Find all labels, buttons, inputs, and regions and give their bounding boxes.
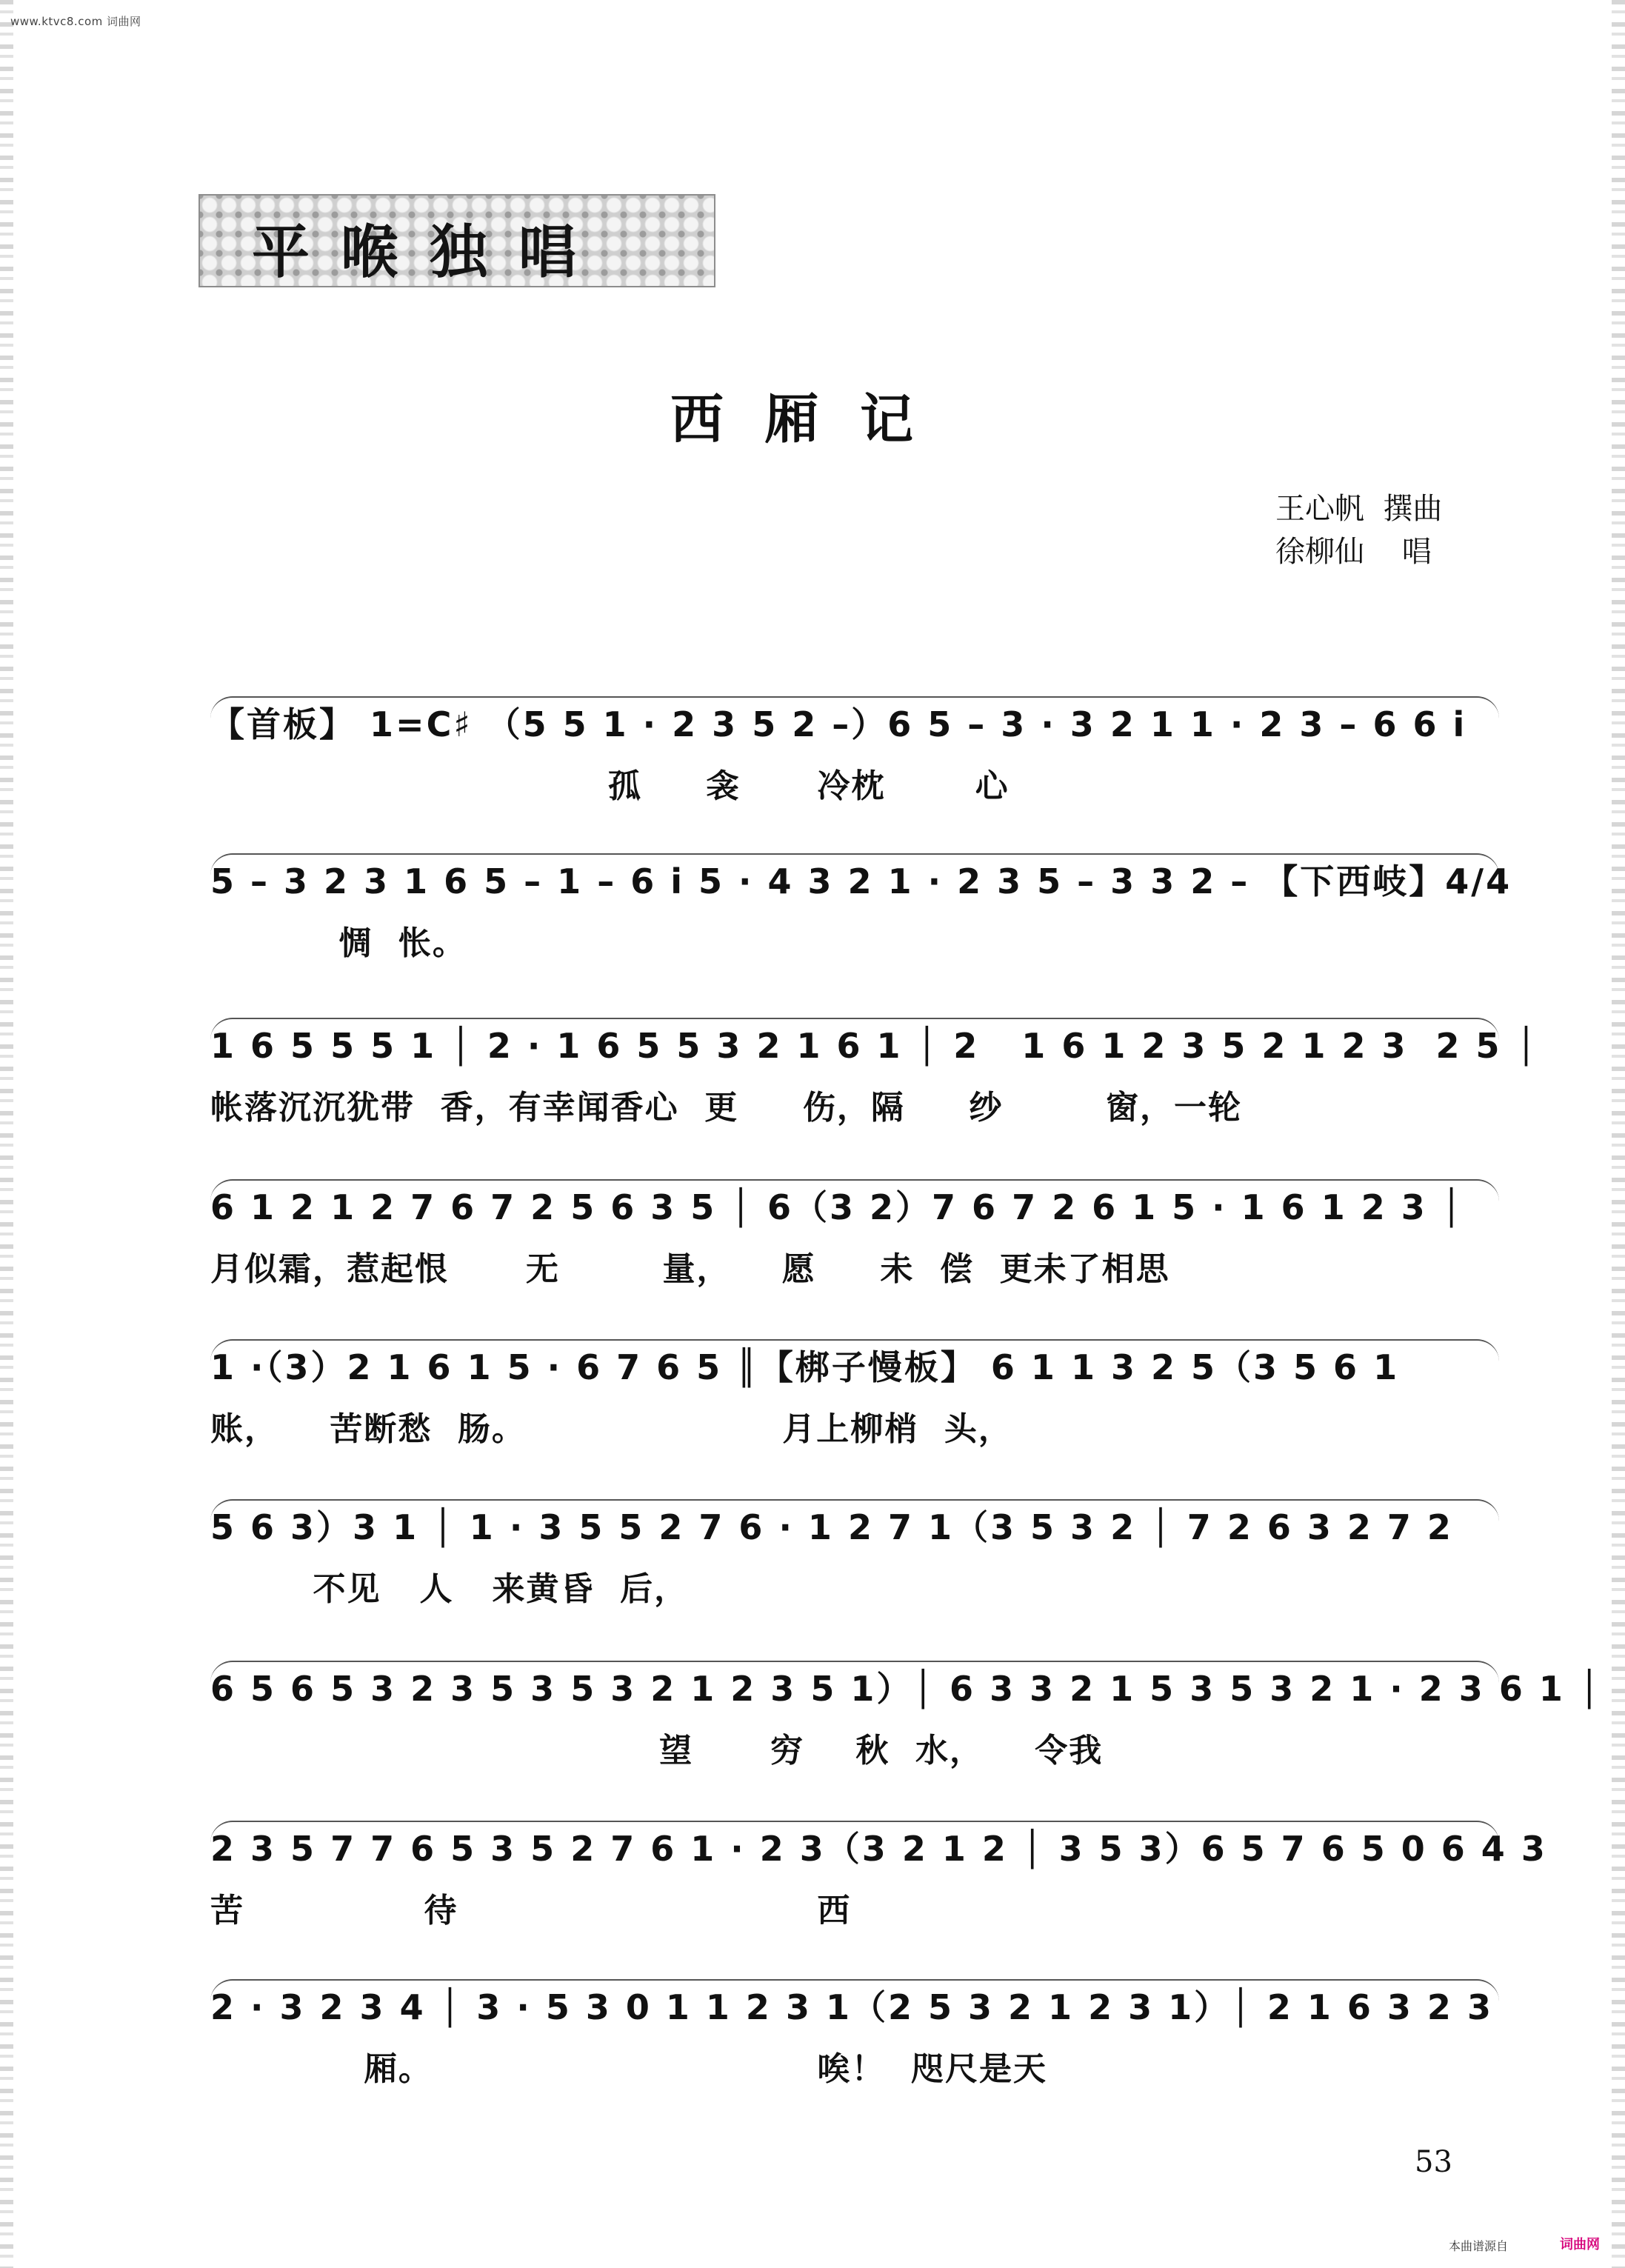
footer-logo: 词曲网 [1560,2237,1600,2252]
score-system-9 [210,1979,1499,2092]
page-number: 53 [1415,2145,1452,2179]
credits-block [1275,487,1442,573]
score-system-5 [210,1339,1499,1452]
lyrics-line: 帐落沉沉犹带 香，有幸闻香心 更 伤，隔 纱 窗，一轮 [210,1089,1243,1127]
notation-line: 6 1 2 1 2 7 6 7 2 5 6 3 5 │ 6（3 2）7 6 7 2 6 1 5 · 1 6 1 2 3 │ [210,1179,1499,1230]
series-title: 平喉独唱 [252,219,608,286]
notation-line: 【首板】 1=C♯ （5 5 1 · 2 3 5 2 –）6 5 – 3 · 3 2 1 1 · 2 3 – 6 6 i [210,696,1499,747]
lyrics-line: 惆 怅。 [210,924,467,962]
site-watermark: www.ktvc8.com 词曲网 [10,15,141,28]
lyrics-line: 不见 人 来黄昏 后， [210,1570,689,1608]
series-banner [198,194,715,287]
score-system-4 [210,1179,1499,1292]
score-system-6 [210,1499,1499,1612]
left-margin-strip [0,0,13,2268]
lyrics-line: 望 穷 秋 水， 令我 [210,1732,1104,1770]
notation-line: 5 – 3 2 3 1 6 5 – 1 – 6 i 5 · 4 3 2 1 · 2 3 5 – 3 3 2 – 【下西岐】4/4 [210,853,1499,904]
song-title: 西厢记 [670,387,955,450]
notation-line: 6 5 6 5 3 2 3 5 3 5 3 2 1 2 3 5 1）│ 6 3 3 2 1 5 3 5 3 2 1 · 2 3 6 1 │ [210,1661,1499,1711]
composer-credit: 王心帆 撰曲 [1275,492,1443,526]
lyrics-line: 月似霜，惹起恨 无 量， 愿 未 偿 更未了相思 [210,1250,1170,1288]
score-system-3 [210,1018,1539,1130]
lyrics-line: 厢。 唉！ 咫尺是天 [210,2050,1048,2088]
notation-line: 1 6 5 5 5 1 │ 2 · 1 6 5 5 3 2 1 6 1 │ 2 1 6 1 2 3 5 2 1 2 3 2 5 │ [210,1018,1499,1068]
notation-line: 1 ·（3）2 1 6 1 5 · 6 7 6 5 ║【梆子慢板】 6 1 1 3 2 5（3 5 6 1 [210,1339,1499,1390]
footer-credit: 本曲谱源自 [1449,2239,1509,2253]
lyrics-line: 账， 苦断愁 肠。 月上柳梢 头， [210,1410,1012,1448]
score-system-2 [210,853,1512,966]
notation-line: 5 6 3）3 1 │ 1 · 3 5 5 2 7 6 · 1 2 7 1（3 5 3 2 │ 7 2 6 3 2 7 2 [210,1499,1499,1550]
lyrics-line: 苦 待 西 [210,1892,852,1930]
right-margin-strip [1612,0,1625,2268]
score-system-7 [210,1661,1602,1773]
notation-line: 2 · 3 2 3 4 │ 3 · 5 3 0 1 1 2 3 1（2 5 3 2 1 2 3 1）│ 2 1 6 3 2 3 [210,1979,1499,2029]
score-system-8 [210,1821,1547,1933]
score-system-1 [210,696,1499,809]
notation-line: 2 3 5 7 7 6 5 3 5 2 7 6 1 · 2 3（3 2 1 2 │ 3 5 3）6 5 7 6 5 0 6 4 3 [210,1821,1499,1871]
singer-credit: 徐柳仙 唱 [1275,535,1432,569]
lyrics-line: 孤 衾 冷枕 心 [210,767,1010,805]
